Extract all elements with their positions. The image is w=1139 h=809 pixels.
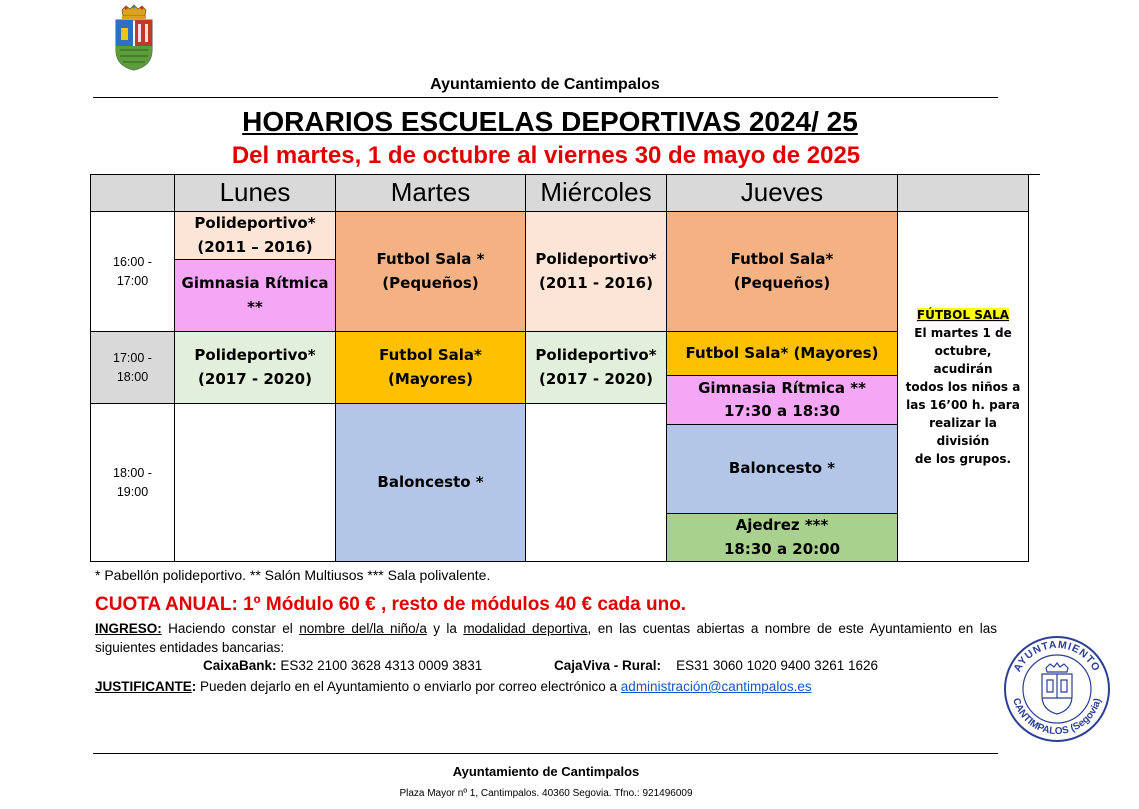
day-header-jueves: Jueves — [667, 175, 898, 212]
schedule-table — [90, 174, 1029, 562]
page-subtitle: Del martes, 1 de octubre al viernes 30 de mayo de 2025 — [231, 142, 861, 169]
class-cell-martes-baloncesto: Baloncesto * — [336, 404, 526, 562]
bank2-name: CajaViva - Rural: — [554, 658, 662, 673]
footer-address: Plaza Mayor nº 1, Cantimpalos. 40360 Segovia. Tfno.: 921496009 — [399, 788, 693, 799]
bank1-name: CaixaBank: — [203, 658, 277, 673]
class-cell-jueves-baloncesto: Baloncesto * — [667, 425, 898, 514]
table-row — [91, 332, 1029, 376]
day-header-lunes: Lunes — [175, 175, 336, 212]
receipt-instructions: JUSTIFICANTE: Pueden dejarlo en el Ayuntamiento o enviarlo por correo electrónico a administración@cantimpalos.es — [95, 679, 812, 694]
class-cell-lunes-polideportivo-2017: Polideportivo* (2017 - 2020) — [175, 332, 336, 404]
header-top-extension — [898, 174, 1040, 175]
class-cell-jueves-ajedrez: Ajedrez *** 18:30 a 20:00 — [667, 514, 898, 562]
municipal-seal-icon — [1002, 634, 1112, 744]
bank2-iban: ES31 3060 1020 9400 3261 1626 — [676, 658, 879, 673]
coat-of-arms-icon — [112, 4, 156, 72]
empty-cell-miercoles — [526, 404, 667, 562]
bank1-iban: ES32 2100 3628 4313 0009 3831 — [280, 658, 483, 673]
class-cell-lunes-polideportivo-2011: Polideportivo* (2011 – 2016) — [175, 212, 336, 260]
location-legend: * Pabellón polideportivo. ** Salón Multiusos *** Sala polivalente. — [95, 567, 491, 583]
class-cell-martes-futbol-pequenos: Futbol Sala * (Pequeños) — [336, 212, 526, 332]
table-header-row — [91, 175, 1029, 212]
day-header-miercoles: Miércoles — [526, 175, 667, 212]
footer-organization-name: Ayuntamiento de Cantimpalos — [452, 764, 640, 779]
class-cell-lunes-gimnasia: Gimnasia Rítmica ** — [175, 260, 336, 332]
class-cell-jueves-gimnasia: Gimnasia Rítmica ** 17:30 a 18:30 — [667, 376, 898, 425]
header-divider — [93, 97, 998, 98]
class-cell-miercoles-polideportivo-2011: Polideportivo* (2011 - 2016) — [526, 212, 667, 332]
email-link[interactable]: administración@cantimpalos.es — [620, 679, 812, 694]
class-cell-martes-futbol-mayores: Futbol Sala* (Mayores) — [336, 332, 526, 404]
note-title: FÚTBOL SALA — [916, 307, 1010, 322]
table-row — [91, 212, 1029, 260]
time-slot-3: 18:00 - 19:00 — [91, 404, 175, 562]
footer-divider — [93, 753, 998, 754]
organization-name: Ayuntamiento de Cantimpalos — [430, 76, 660, 93]
empty-cell-lunes — [175, 404, 336, 562]
time-slot-2: 17:00 - 18:00 — [91, 332, 175, 404]
day-header-martes: Martes — [336, 175, 526, 212]
svg-text:AYUNTAMIENTO: AYUNTAMIENTO — [1011, 638, 1103, 674]
class-cell-jueves-futbol-pequenos: Futbol Sala* (Pequeños) — [667, 212, 898, 332]
note-cell: FÚTBOL SALA El martes 1 de octubre, acudirán todos los niños a las 16’00 h. para realizar la división de los grupos. — [898, 212, 1029, 562]
annual-fee: CUOTA ANUAL: 1º Módulo 60 € , resto de módulos 40 € cada uno. — [95, 594, 687, 615]
header-empty-cell — [898, 175, 1029, 212]
payment-instructions: INGRESO: Haciendo constar el nombre del/la niño/a y la modalidad deportiva, en las cuentas abiertas a nombre de este Ayuntamiento en las siguientes entidades bancarias: — [95, 621, 997, 655]
page-title: HORARIOS ESCUELAS DEPORTIVAS 2024/ 25 — [242, 106, 858, 137]
class-cell-jueves-futbol-mayores: Futbol Sala* (Mayores) — [667, 332, 898, 376]
class-cell-miercoles-polideportivo-2017: Polideportivo* (2017 - 2020) — [526, 332, 667, 404]
time-slot-1: 16:00 - 17:00 — [91, 212, 175, 332]
svg-text:CANTIMPALOS (Segovia): CANTIMPALOS (Segovia) — [1010, 696, 1104, 738]
header-corner-cell — [91, 175, 175, 212]
